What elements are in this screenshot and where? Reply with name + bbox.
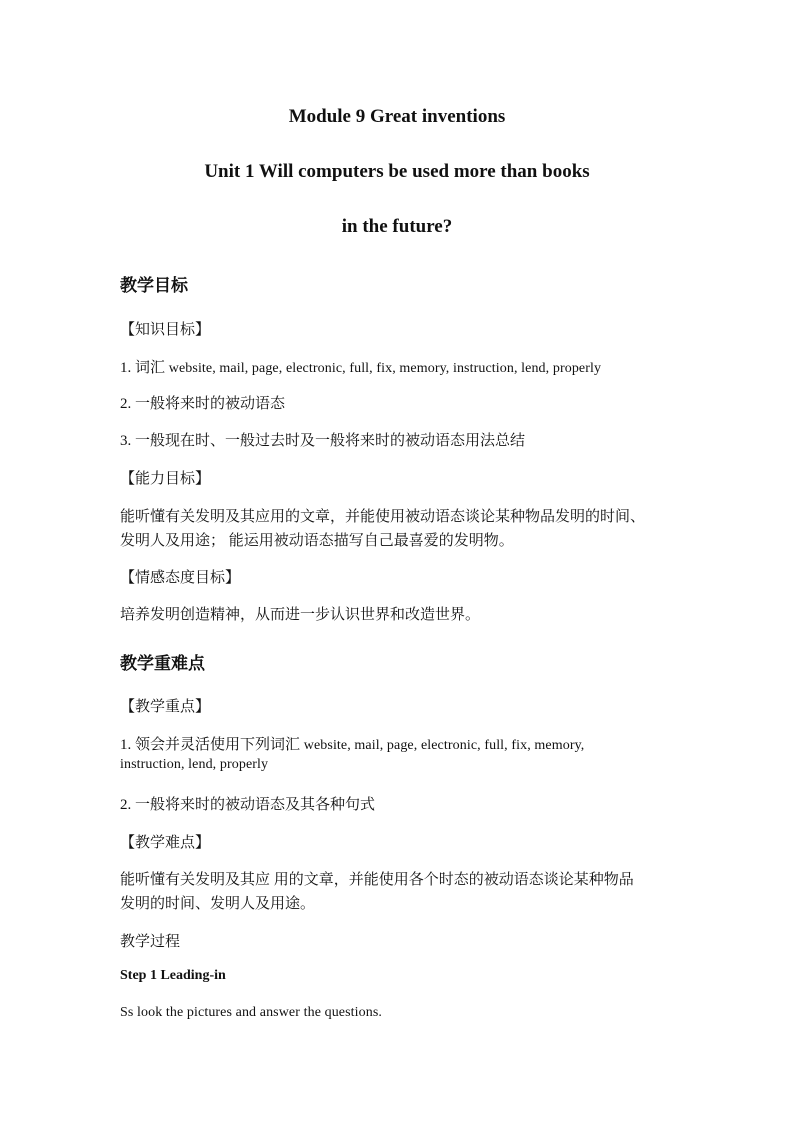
step-1-title: Step 1 Leading-in xyxy=(120,968,226,983)
vocab-label: 领会并灵活使用下列词汇 xyxy=(135,737,301,753)
focus-item-1-continued: instruction, lend, properly xyxy=(120,757,269,772)
knowledge-item-3: 3. 一般现在时、一般过去时及一般将来时的被动语态用法总结 xyxy=(120,433,526,449)
item-number: 1. xyxy=(120,737,132,753)
vocab-list: website, mail, page, electronic, full, fix, memory, xyxy=(303,738,585,753)
focus-item-2: 2. 一般将来时的被动语态及其各种句式 xyxy=(120,797,376,813)
step-1-text: Ss look the pictures and answer the questions. xyxy=(120,1005,382,1020)
vocab-list: website, mail, page, electronic, full, fix, memory, instruction, lend, properly xyxy=(168,361,602,376)
ability-text-line-1: 能听懂有关发明及其应用的文章，并能使用被动语态谈论某种物品发明的时间、 xyxy=(120,509,646,525)
section-heading-key-points: 教学重难点 xyxy=(120,654,205,673)
knowledge-item-2: 2. 一般将来时的被动语态 xyxy=(120,396,286,412)
teaching-difficulty-label: 【教学难点】 xyxy=(120,835,211,851)
difficulty-text-line-1: 能听懂有关发明及其应 用的文章，并能使用各个时态的被动语态谈论某种物品 xyxy=(120,872,634,888)
focus-item-1 xyxy=(120,733,584,754)
teaching-focus-label: 【教学重点】 xyxy=(120,699,211,715)
emotion-objectives-label: 【情感态度目标】 xyxy=(120,570,241,586)
unit-title-continued: in the future? xyxy=(341,216,453,237)
document-title: Module 9 Great inventions xyxy=(288,106,506,127)
section-heading-objectives: 教学目标 xyxy=(120,276,188,295)
unit-title: Unit 1 Will computers be used more than books xyxy=(204,161,590,182)
emotion-text: 培养发明创造精神，从而进一步认识世界和改造世界。 xyxy=(120,607,481,623)
difficulty-text-line-2: 发明的时间、发明人及用途。 xyxy=(120,896,316,912)
section-heading-process: 教学过程 xyxy=(120,934,181,950)
ability-text-line-2: 发明人及用途； 能运用被动语态描写自己最喜爱的发明物。 xyxy=(120,533,514,549)
vocab-label: 词汇 xyxy=(135,360,166,376)
knowledge-objectives-label: 【知识目标】 xyxy=(120,322,211,338)
knowledge-item-1 xyxy=(120,356,601,377)
item-number: 1. xyxy=(120,360,132,376)
ability-objectives-label: 【能力目标】 xyxy=(120,471,211,487)
